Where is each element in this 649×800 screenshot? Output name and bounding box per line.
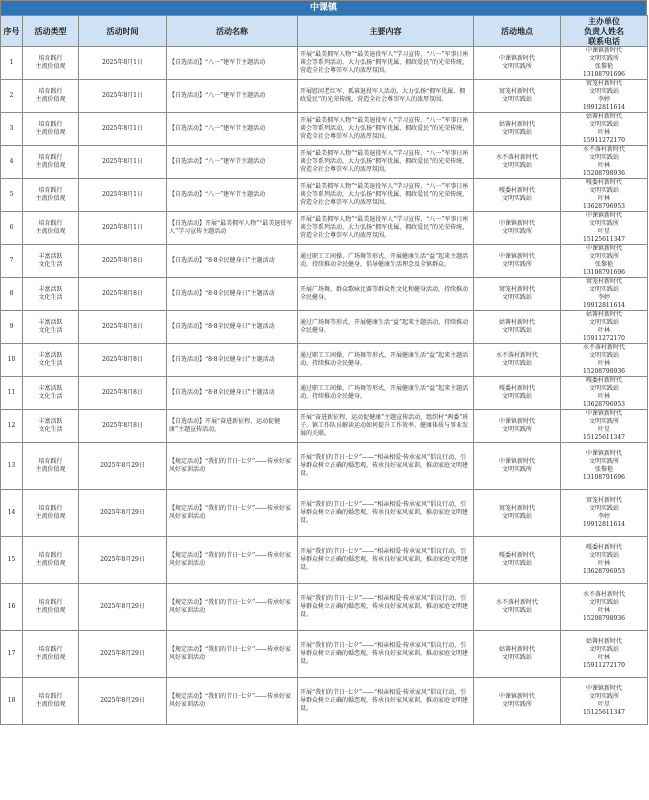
cell-organizer-contact: 姑箐村新时代 文明实践站 叶林 15911272170 [561, 113, 648, 146]
cell-activity-date: 2025年8月1日 [79, 47, 167, 80]
cell-activity-type: 丰富活跃 文化生活 [23, 245, 79, 278]
cell-activity-date: 2025年8月29日 [79, 443, 167, 490]
cell-main-content: 开展广场舞、群众歌咏比赛等群众性文化和健身活动，持续推动全民健身。 [298, 278, 474, 311]
table-row [1, 179, 648, 212]
cell-activity-type: 培育践行 主流价值观 [23, 179, 79, 212]
cell-organizer-contact: 中课镇新时代 文明实践所 叶星 15125611347 [561, 212, 648, 245]
cell-activity-name: 【规定活动】“我们的节日·七夕”——传承好家风好家训活动 [167, 443, 298, 490]
table-row [1, 410, 648, 443]
cell-main-content: 开展“最美拥军人物”“最美退役军人”学习宣传、“八一”军事日座谈会等系列活动，大力弘扬“拥军优属、拥政爱民”的光荣传统，营造全社会尊崇军人的浓厚氛围。 [298, 47, 474, 80]
cell-no: 4 [1, 146, 23, 179]
cell-activity-date: 2025年8月29日 [79, 584, 167, 631]
cell-no: 1 [1, 47, 23, 80]
cell-organizer-contact: 中课镇新时代 文明实践所 叶星 15125611347 [561, 410, 648, 443]
cell-activity-name: 【自选活动】“八一”建军节主题活动 [167, 113, 298, 146]
table-row [1, 80, 648, 113]
header-cell-date: 活动时间 [79, 16, 167, 47]
cell-activity-name: 【规定活动】“我们的节日·七夕”——传承好家风好家训活动 [167, 678, 298, 725]
cell-activity-date: 2025年8月1日 [79, 80, 167, 113]
table-row [1, 344, 648, 377]
cell-activity-type: 培育践行 主流价值观 [23, 678, 79, 725]
table-row [1, 584, 648, 631]
cell-activity-place: 水不落村新时代 文明实践站 [474, 584, 561, 631]
cell-activity-date: 2025年8月8日 [79, 344, 167, 377]
cell-activity-name: 【自选活动】“8·8全民健身日”主题活动 [167, 344, 298, 377]
table-row [1, 245, 648, 278]
cell-main-content: 开展“最美拥军人物”“最美退役军人”学习宣传、“八一”军事日座谈会等系列活动，大力弘扬“拥军优属、拥政爱民”的光荣传统，营造全社会尊崇军人的浓厚氛围。 [298, 212, 474, 245]
activity-table [0, 15, 648, 725]
cell-activity-date: 2025年8月29日 [79, 537, 167, 584]
cell-no: 11 [1, 377, 23, 410]
cell-organizer-contact: 中课镇新时代 文明实践所 张黎艳 13108791696 [561, 443, 648, 490]
cell-activity-name: 【自选活动】“八一”建军节主题活动 [167, 47, 298, 80]
header-row [1, 16, 648, 47]
table-row [1, 311, 648, 344]
cell-organizer-contact: 嘎委村新时代 文明实践站 叶林 13628796953 [561, 179, 648, 212]
table-row [1, 113, 648, 146]
cell-activity-date: 2025年8月8日 [79, 278, 167, 311]
table-row [1, 537, 648, 584]
table-row [1, 490, 648, 537]
cell-activity-date: 2025年8月29日 [79, 631, 167, 678]
table-title: 中课镇 [0, 0, 647, 15]
cell-no: 6 [1, 212, 23, 245]
table-body [1, 47, 648, 725]
table-row [1, 278, 648, 311]
cell-main-content: 通过职工工间操、广场舞等形式，开展健康生活“益”起来主题活动，持续推动全民健身，倡导健康生活理念及全镇群众。 [298, 245, 474, 278]
cell-main-content: 通过职工工间操、广场舞等形式，开展健康生活“益”起来主题活动，持续推动全民健身。 [298, 344, 474, 377]
header-cell-name: 活动名称 [167, 16, 298, 47]
cell-activity-type: 培育践行 主流价值观 [23, 490, 79, 537]
cell-activity-place: 姑箐村新时代 文明实践站 [474, 311, 561, 344]
cell-activity-name: 【自选活动】开展“最美拥军人物”“最美退役军人”学习宣传主题活动 [167, 212, 298, 245]
cell-activity-date: 2025年8月29日 [79, 678, 167, 725]
table-row [1, 212, 648, 245]
cell-main-content: 开展“最美拥军人物”“最美退役军人”学习宣传、“八一”军事日座谈会等系列活动，大力弘扬“拥军优属、拥政爱民”的光荣传统，营造全社会尊崇军人的浓厚氛围。 [298, 113, 474, 146]
cell-activity-place: 嘎委村新时代 文明实践站 [474, 179, 561, 212]
cell-main-content: 开展“奋进新征程，运动促健康”主题宣传活动，组织村“两委”班子、镇工作队员解读运动如何提升工作效率、健康体质与事业发展的关联。 [298, 410, 474, 443]
cell-activity-place: 窝笼村新时代 文明实践站 [474, 490, 561, 537]
cell-activity-type: 培育践行 主流价值观 [23, 212, 79, 245]
cell-organizer-contact: 窝笼村新时代 文明实践站 李婷 19912811614 [561, 80, 648, 113]
cell-activity-type: 丰富活跃 文化生活 [23, 410, 79, 443]
cell-activity-type: 培育践行 主流价值观 [23, 47, 79, 80]
cell-main-content: 开展“最美拥军人物”“最美退役军人”学习宣传、“八一”军事日座谈会等系列活动，大力弘扬“拥军优属、拥政爱民”的光荣传统，营造全社会尊崇军人的浓厚氛围。 [298, 179, 474, 212]
cell-activity-name: 【自选活动】“8·8全民健身日”主题活动 [167, 377, 298, 410]
cell-no: 15 [1, 537, 23, 584]
cell-no: 3 [1, 113, 23, 146]
cell-activity-place: 中课镇新时代 文明实践所 [474, 410, 561, 443]
cell-main-content: 通过职工工间操、广场舞等形式，开展健康生活“益”起来主题活动，持续推动全民健身。 [298, 377, 474, 410]
cell-organizer-contact: 姑箐村新时代 文明实践站 叶林 15911272170 [561, 311, 648, 344]
cell-activity-place: 水不落村新时代 文明实践站 [474, 344, 561, 377]
cell-activity-type: 丰富活跃 文化生活 [23, 311, 79, 344]
cell-activity-date: 2025年8月8日 [79, 311, 167, 344]
cell-activity-date: 2025年8月8日 [79, 245, 167, 278]
table-row [1, 47, 648, 80]
cell-organizer-contact: 中课镇新时代 文明实践所 叶星 15125611347 [561, 678, 648, 725]
cell-activity-type: 丰富活跃 文化生活 [23, 344, 79, 377]
cell-no: 10 [1, 344, 23, 377]
cell-activity-type: 培育践行 主流价值观 [23, 113, 79, 146]
cell-organizer-contact: 水不落村新时代 文明实践站 叶林 15208798936 [561, 584, 648, 631]
cell-no: 5 [1, 179, 23, 212]
cell-organizer-contact: 窝笼村新时代 文明实践站 李婷 19912811614 [561, 278, 648, 311]
cell-activity-name: 【自选活动】“八一”建军节主题活动 [167, 80, 298, 113]
cell-activity-place: 水不落村新时代 文明实践站 [474, 146, 561, 179]
cell-activity-name: 【自选活动】“8·8全民健身日”主题活动 [167, 311, 298, 344]
cell-main-content: 通过广场舞等形式，开展健康生活“益”起来主题活动，持续推动全民健身。 [298, 311, 474, 344]
cell-activity-place: 嘎委村新时代 文明实践站 [474, 377, 561, 410]
cell-activity-name: 【规定活动】“我们的节日·七夕”——传承好家风好家训活动 [167, 631, 298, 678]
cell-main-content: 开展“我们的节日·七夕”——“相亲相爱·传承家风”倡议行动，引导群众树立正确的婚恋观，传承良好家风家训，推动家庭文明建设。 [298, 443, 474, 490]
cell-activity-place: 中课镇新时代 文明实践所 [474, 443, 561, 490]
header-cell-contact: 主办单位 负责人姓名 联系电话 [561, 16, 648, 47]
header-cell-type: 活动类型 [23, 16, 79, 47]
cell-activity-type: 培育践行 主流价值观 [23, 443, 79, 490]
cell-organizer-contact: 窝笼村新时代 文明实践站 李婷 19912811614 [561, 490, 648, 537]
cell-activity-place: 窝笼村新时代 文明实践站 [474, 80, 561, 113]
cell-activity-name: 【自选活动】开展“奋进新征程，运动促健康”主题宣传活动。 [167, 410, 298, 443]
cell-activity-place: 中课镇新时代 文明实践所 [474, 245, 561, 278]
cell-activity-date: 2025年8月1日 [79, 179, 167, 212]
cell-activity-place: 中课镇新时代 文明实践所 [474, 678, 561, 725]
cell-activity-type: 培育践行 主流价值观 [23, 80, 79, 113]
cell-activity-type: 培育践行 主流价值观 [23, 584, 79, 631]
cell-no: 12 [1, 410, 23, 443]
cell-activity-name: 【自选活动】“8·8全民健身日”主题活动 [167, 245, 298, 278]
cell-main-content: 开展“我们的节日·七夕”——“相亲相爱·传承家风”倡议行动，引导群众树立正确的婚恋观，传承良好家风家训，推动家庭文明建设。 [298, 678, 474, 725]
table-row [1, 678, 648, 725]
cell-activity-place: 中课镇新时代 文明实践所 [474, 47, 561, 80]
cell-activity-name: 【自选活动】“8·8全民健身日”主题活动 [167, 278, 298, 311]
cell-main-content: 开展“最美拥军人物”“最美退役军人”学习宣传、“八一”军事日座谈会等系列活动，大力弘扬“拥军优属、拥政爱民”的光荣传统，营造全社会尊崇军人的浓厚氛围。 [298, 146, 474, 179]
cell-no: 14 [1, 490, 23, 537]
cell-main-content: 开展“我们的节日·七夕”——“相亲相爱·传承家风”倡议行动，引导群众树立正确的婚恋观，传承良好家风家训，推动家庭文明建设。 [298, 537, 474, 584]
cell-no: 7 [1, 245, 23, 278]
table-row [1, 443, 648, 490]
cell-activity-name: 【规定活动】“我们的节日·七夕”——传承好家风好家训活动 [167, 490, 298, 537]
cell-no: 17 [1, 631, 23, 678]
cell-activity-name: 【规定活动】“我们的节日·七夕”——传承好家风好家训活动 [167, 584, 298, 631]
cell-activity-name: 【规定活动】“我们的节日·七夕”——传承好家风好家训活动 [167, 537, 298, 584]
cell-no: 9 [1, 311, 23, 344]
cell-activity-type: 丰富活跃 文化生活 [23, 278, 79, 311]
cell-activity-date: 2025年8月8日 [79, 377, 167, 410]
cell-activity-date: 2025年8月1日 [79, 212, 167, 245]
cell-main-content: 开展“我们的节日·七夕”——“相亲相爱·传承家风”倡议行动，引导群众树立正确的婚恋观，传承良好家风家训，推动家庭文明建设。 [298, 631, 474, 678]
cell-no: 8 [1, 278, 23, 311]
cell-activity-type: 丰富活跃 文化生活 [23, 377, 79, 410]
cell-no: 2 [1, 80, 23, 113]
cell-organizer-contact: 中课镇新时代 文明实践所 张黎艳 13108791696 [561, 245, 648, 278]
cell-activity-type: 培育践行 主流价值观 [23, 631, 79, 678]
table-row [1, 146, 648, 179]
cell-activity-date: 2025年8月8日 [79, 410, 167, 443]
cell-no: 16 [1, 584, 23, 631]
cell-activity-place: 姑箐村新时代 文明实践站 [474, 631, 561, 678]
header-cell-no: 序号 [1, 16, 23, 47]
cell-activity-type: 培育践行 主流价值观 [23, 146, 79, 179]
cell-organizer-contact: 嘎委村新时代 文明实践站 叶林 13628796953 [561, 377, 648, 410]
cell-activity-type: 培育践行 主流价值观 [23, 537, 79, 584]
cell-activity-place: 中课镇新时代 文明实践所 [474, 212, 561, 245]
cell-organizer-contact: 嘎委村新时代 文明实践站 叶林 13628796953 [561, 537, 648, 584]
cell-no: 18 [1, 678, 23, 725]
cell-organizer-contact: 水不落村新时代 文明实践站 叶林 15208798936 [561, 146, 648, 179]
cell-activity-place: 窝笼村新时代 文明实践站 [474, 278, 561, 311]
cell-no: 13 [1, 443, 23, 490]
cell-activity-name: 【自选活动】“八一”建军节主题活动 [167, 146, 298, 179]
cell-activity-place: 嘎委村新时代 文明实践站 [474, 537, 561, 584]
cell-organizer-contact: 水不落村新时代 文明实践站 叶林 15208798936 [561, 344, 648, 377]
cell-activity-date: 2025年8月1日 [79, 146, 167, 179]
cell-activity-date: 2025年8月1日 [79, 113, 167, 146]
table-row [1, 377, 648, 410]
cell-main-content: 开展慰问老红军、孤寡退役军人活动，大力弘扬“拥军优属、拥政爱民”的光荣传统，营造全社会尊崇军人的浓厚氛围。 [298, 80, 474, 113]
cell-activity-date: 2025年8月29日 [79, 490, 167, 537]
cell-activity-place: 姑箐村新时代 文明实践站 [474, 113, 561, 146]
header-cell-content: 主要内容 [298, 16, 474, 47]
table-row [1, 631, 648, 678]
cell-organizer-contact: 中课镇新时代 文明实践所 张黎艳 13108791696 [561, 47, 648, 80]
header-cell-place: 活动地点 [474, 16, 561, 47]
cell-organizer-contact: 姑箐村新时代 文明实践站 叶林 15911272170 [561, 631, 648, 678]
cell-main-content: 开展“我们的节日·七夕”——“相亲相爱·传承家风”倡议行动，引导群众树立正确的婚恋观，传承良好家风家训，推动家庭文明建设。 [298, 584, 474, 631]
cell-main-content: 开展“我们的节日·七夕”——“相亲相爱·传承家风”倡议行动，引导群众树立正确的婚恋观，传承良好家风家训，推动家庭文明建设。 [298, 490, 474, 537]
cell-activity-name: 【自选活动】“八一”建军节主题活动 [167, 179, 298, 212]
